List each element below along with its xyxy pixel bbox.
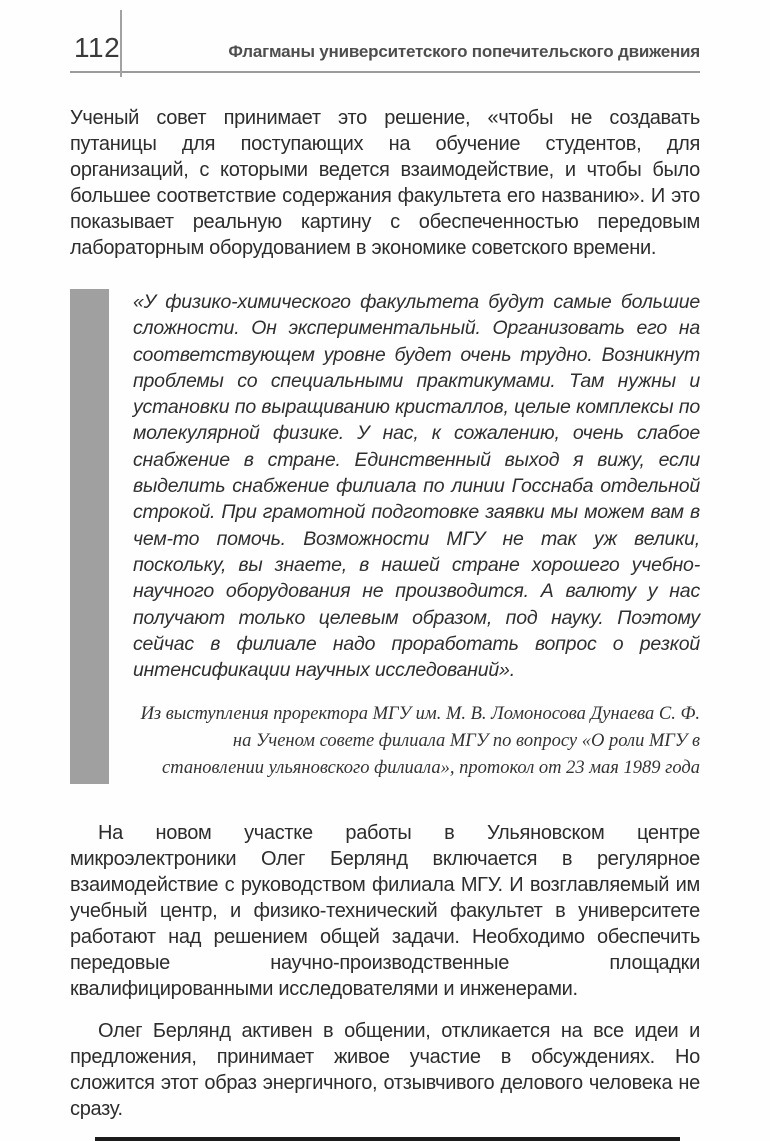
page-header <box>70 0 700 73</box>
paragraph-berlyand-work: На новом участке работы в Ульяновском центре микроэлектроники Олег Берлянд включается в регулярное взаимодействие с руководством филиала МГУ. И возглавляемый им учебный центр, и физико-технический факультет в университете работают над решением общей задачи. Необходимо обеспечить передовые научно-производственные площадки квалифицированными исследователями и инженерами. <box>70 822 700 1001</box>
quote-content <box>133 289 700 784</box>
paragraph-intro: Ученый совет принимает это решение, «чтобы не создавать путаницы для поступающих на обучение студентов, для организаций, с которыми ведется взаимодействие, и чтобы было большее соответствие содержания факультета его названию». И это показывает реальную картину с обеспеченностью передовым лабораторным оборудованием в экономике советского времени. <box>70 107 700 259</box>
blockquote <box>70 289 700 784</box>
header-vertical-rule <box>120 10 122 77</box>
page-number: 112 <box>74 32 121 63</box>
running-title: Флагманы университетского попечительского движения <box>228 42 700 61</box>
paragraph-berlyand-character: Олег Берлянд активен в общении, откликается на все идеи и предложения, принимает живое участие в обсуждениях. Но сложится этот образ энергичного, отзывчивого делового человека не сразу. <box>70 1020 700 1121</box>
quote-text: «У физико-химического факультета будут самые большие сложности. Он экспериментальный. Организовать его на соответствующем уровне будет очень трудно. Возникнут проблемы со специальными практикумами. Там нужны и установки по выращиванию кристаллов, целые комплексы по молекулярной физике. У нас, к сожалению, очень слабое снабжение в стране. Единственный выход я вижу, если выделить снабжение филиала по линии Госснаба отдельной строкой. При грамотной подготовке заявки мы можем вам в чем-то помочь. Возможности МГУ не так уж велики, поскольку, вы знаете, в нашей стране хорошего учебно-научного оборудования не производится. А валюту у нас получают только целевым образом, под науку. Поэтому сейчас в филиале надо проработать вопрос о резкой интенсификации научных исследований». <box>133 291 700 682</box>
quote-bar <box>70 289 109 784</box>
page-bottom-rule <box>95 1137 680 1141</box>
page-content <box>70 105 700 1122</box>
quote-attribution: Из выступления проректора МГУ им. М. В. Ломоносова Дунаева С. Ф. на Ученом совете филиала МГУ по вопросу «О роли МГУ в становлении ульяновского филиала», протокол от 23 мая 1989 года <box>140 704 700 779</box>
